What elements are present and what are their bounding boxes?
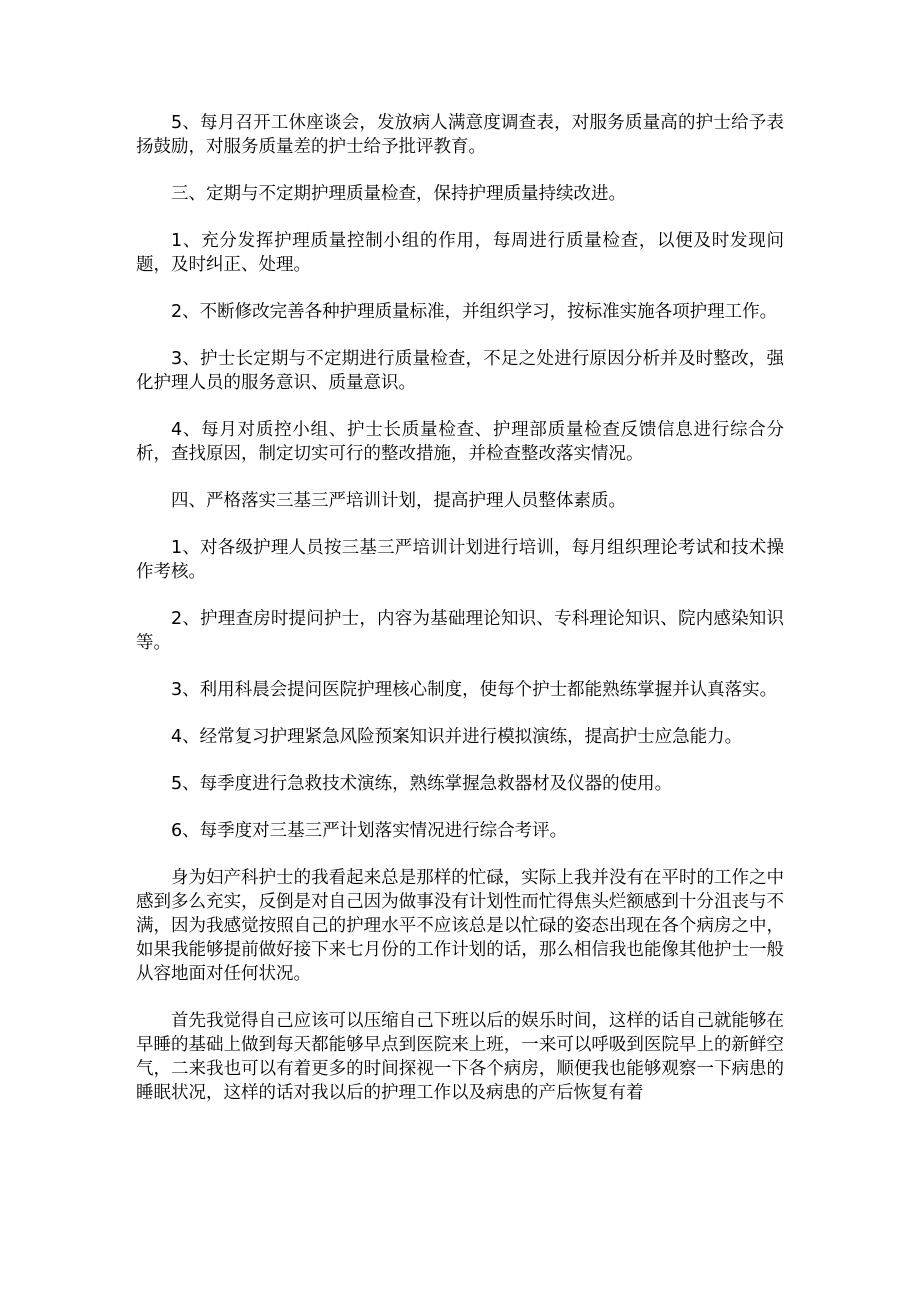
section-heading-4: 四、严格落实三基三严培训计划，提高护理人员整体素质。 <box>171 491 626 511</box>
paragraph-4-6: 6、每季度对三基三严计划落实情况进行综合考评。 <box>171 821 568 841</box>
paragraph-4-2: 2、护理查房时提问护士，内容为基础理论知识、专科理论知识、院内感染知识等。 <box>136 609 784 653</box>
paragraph-3-4: 4、每月对质控小组、护士长质量检查、护理部质量检查反馈信息进行综合分析，查找原因，制定切实可行的整改措施，并检查整改落实情况。 <box>136 420 784 464</box>
paragraph-4-1: 1、对各级护理人员按三基三严培训计划进行培训，每月组织理论考试和技术操作考核。 <box>136 538 784 582</box>
paragraph-3-1: 1、充分发挥护理质量控制小组的作用，每周进行质量检查，以便及时发现问题，及时纠正、处理。 <box>136 231 784 275</box>
body-paragraph-first-plan: 首先我觉得自己应该可以压缩自己下班以后的娱乐时间，这样的话自己就能够在早睡的基础上做到每天都能够早点到医院来上班，一来可以呼吸到医院早上的新鲜空气，二来我也可以有着更多的时间探视一下各个病房，顺便我也能够观察一下病患的睡眠状况，这样的话对我以后的护理工作以及病患的产后恢复有着 <box>136 1011 784 1103</box>
paragraph-4-5: 5、每季度进行急救技术演练，熟练掌握急救器材及仪器的使用。 <box>171 774 673 794</box>
paragraph-3-3: 3、护士长定期与不定期进行质量检查，不足之处进行原因分析并及时整改，强化护理人员的服务意识、质量意识。 <box>136 349 784 393</box>
paragraph-4-4: 4、经常复习护理紧急风险预案知识并进行模拟演练，提高护士应急能力。 <box>171 727 743 747</box>
paragraph-3-2: 2、不断修改完善各种护理质量标准，并组织学习，按标准实施各项护理工作。 <box>171 302 778 322</box>
paragraph-item-5-feedback: 5、每月召开工休座谈会，发放病人满意度调查表，对服务质量高的护士给予表扬鼓励，对服务质量差的护士给予批评教育。 <box>136 113 784 157</box>
paragraph-4-3: 3、利用科晨会提问医院护理核心制度，使每个护士都能熟练掌握并认真落实。 <box>171 680 778 700</box>
section-heading-3: 三、定期与不定期护理质量检查，保持护理质量持续改进。 <box>171 184 626 204</box>
body-paragraph-intro: 身为妇产科护士的我看起来总是那样的忙碌，实际上我并没有在平时的工作之中感到多么充实，反倒是对自己因为做事没有计划性而忙得焦头烂额感到十分沮丧与不满，因为我感觉按照自己的护理水平不应该总是以忙碌的姿态出现在各个病房之中，如果我能够提前做好接下来七月份的工作计划的话，那么相信我也能像其他护士一般从容地面对任何状况。 <box>136 868 784 984</box>
document-body <box>136 111 784 1128</box>
